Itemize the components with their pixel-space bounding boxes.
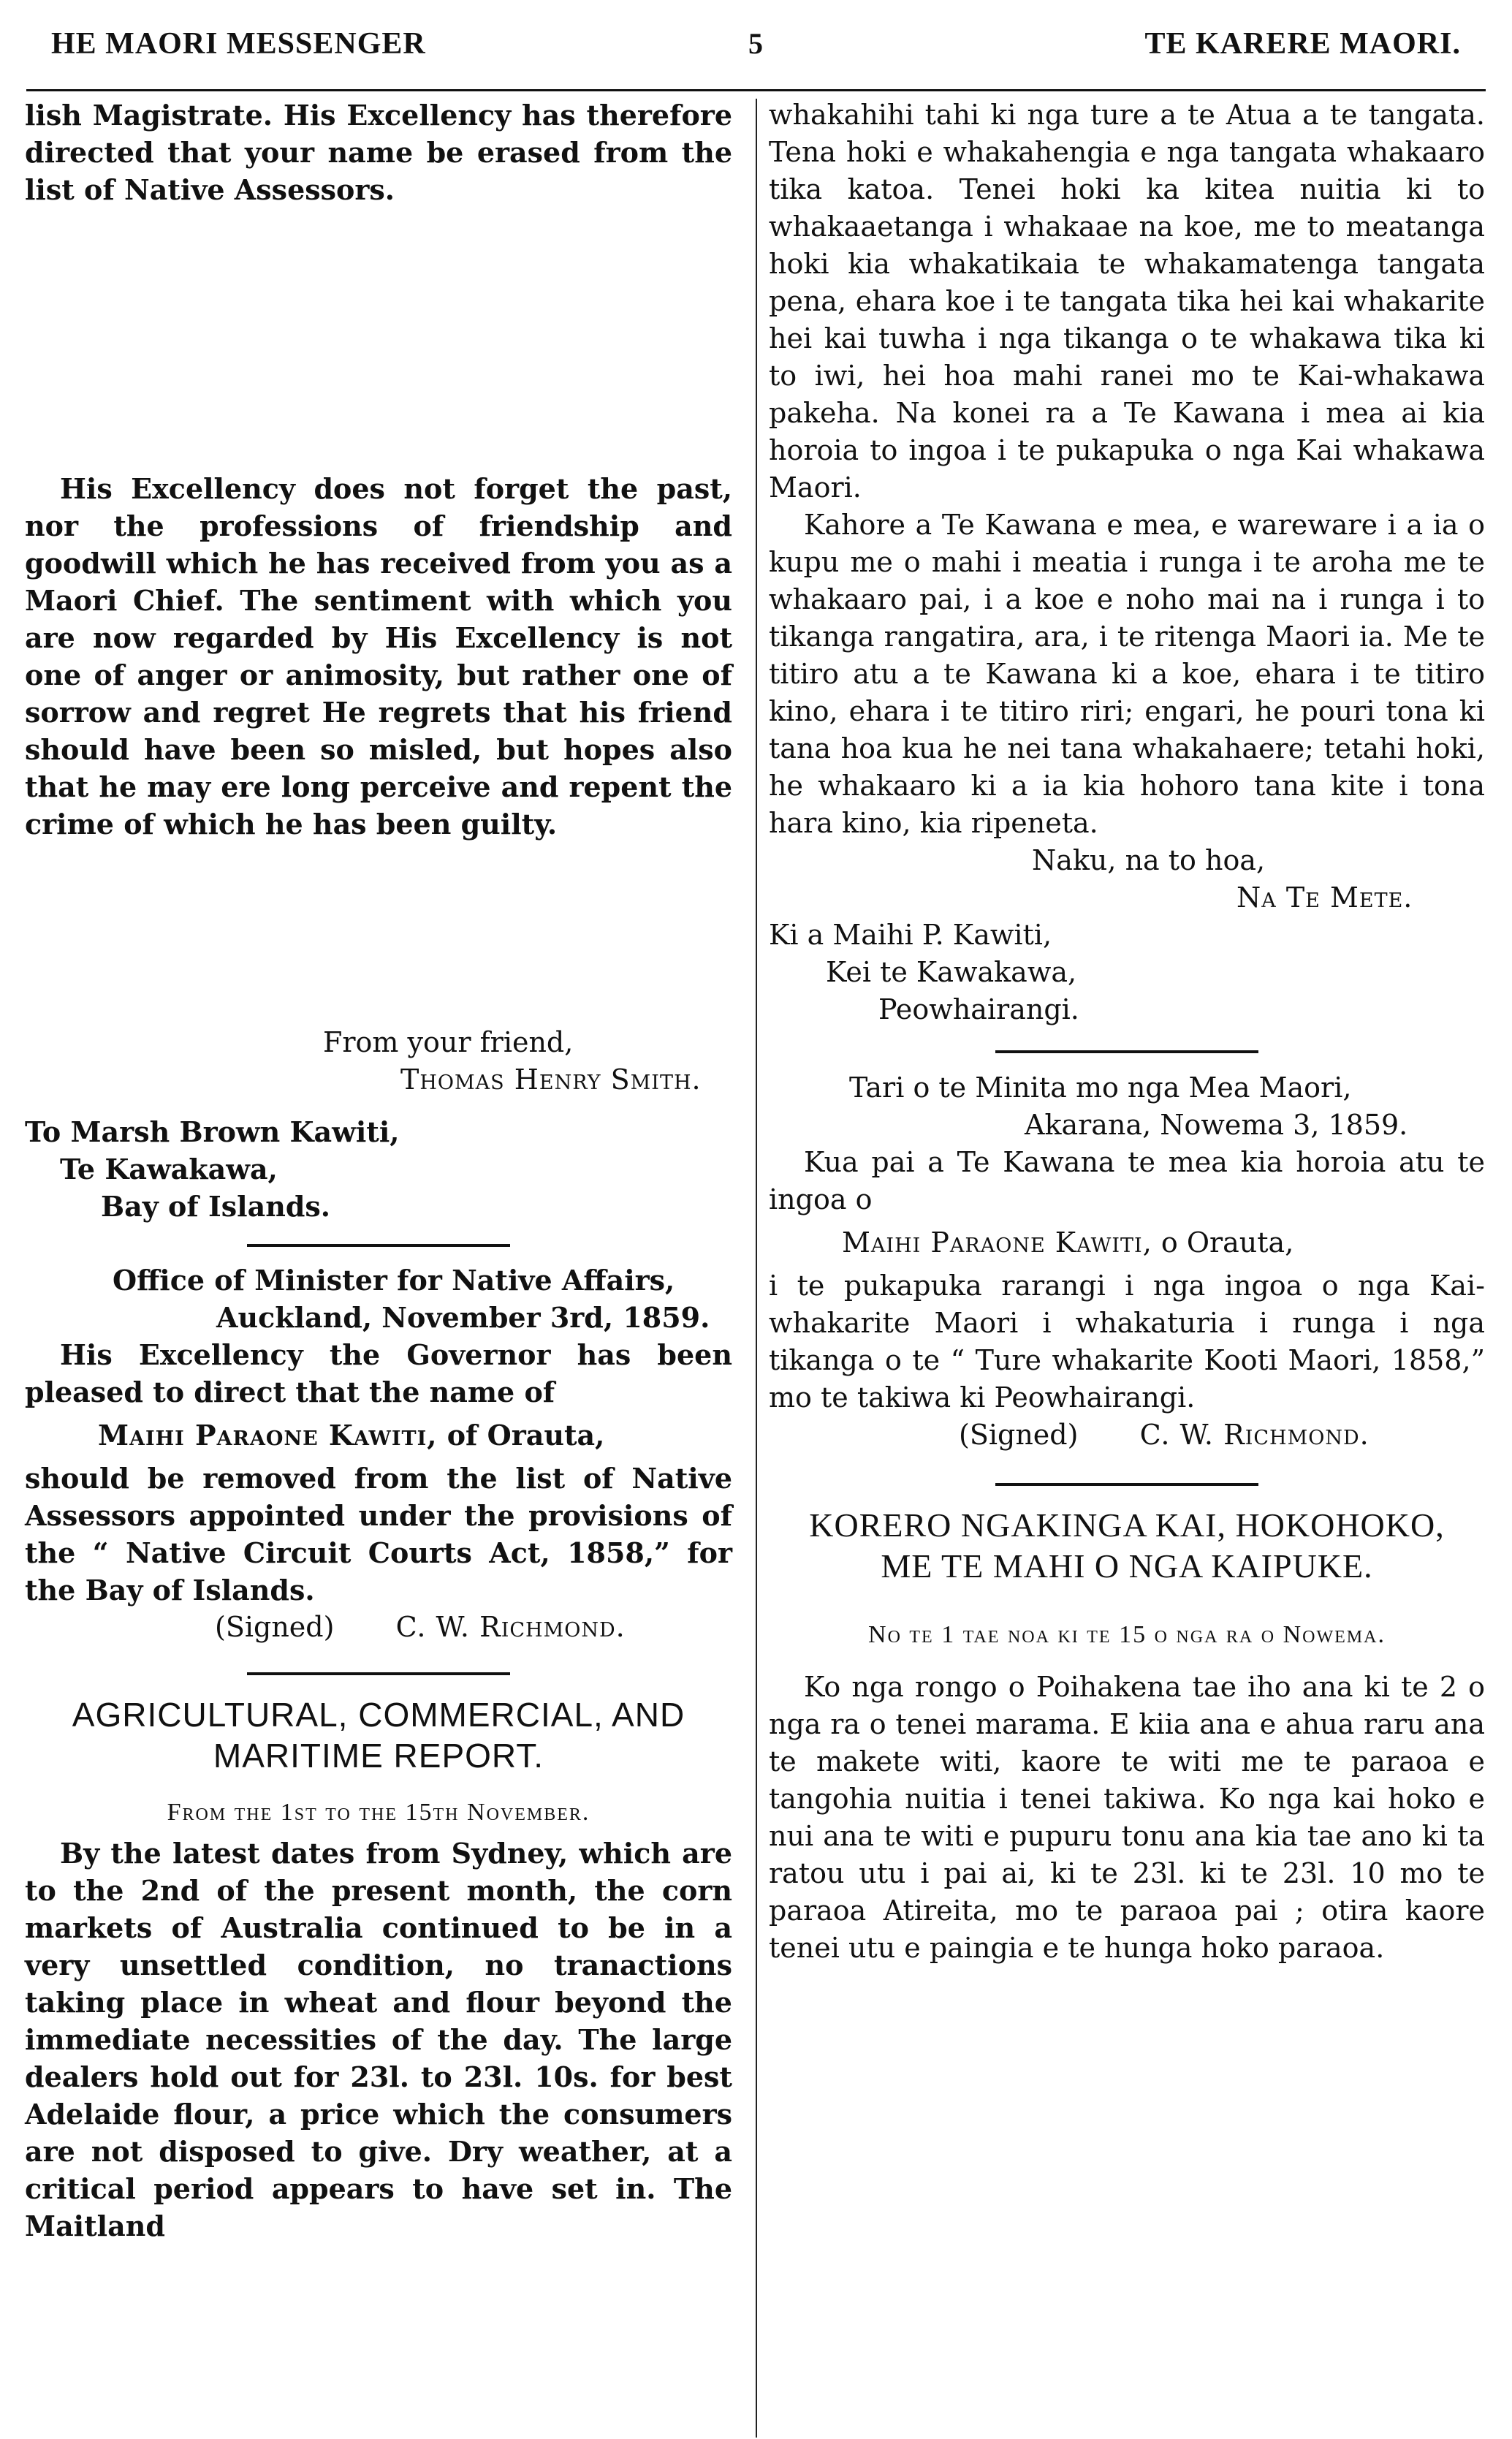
letter-closing: From your friend, — [323, 1026, 574, 1058]
signed-label: (Signed) — [959, 1419, 1079, 1451]
report-subtitle: No te 1 tae noa ki te 15 o nga ra o Nowema. — [868, 1621, 1386, 1648]
letter-signature: Thomas Henry Smith. — [400, 1063, 702, 1096]
english-column — [25, 96, 732, 2245]
letter-paragraph: His Excellency does not forget the past, nor the professions of friendship and goodwill which he has received from you as a Maori Chief. The sentiment with which you are now regarded by His Excellency is not one of anger or animosity, but rather one of sorrow and regret He regrets that his friend should have been so misled, but hopes also that he may ere long perceive and repent the crime of which he has been guilty. — [25, 472, 732, 841]
addressee-line: Bay of Islands. — [101, 1190, 331, 1223]
signed-label: (Signed) — [215, 1611, 335, 1643]
addressee-line: To Marsh Brown Kawiti, — [25, 1115, 400, 1148]
notice-office: Office of Minister for Native Affairs, — [113, 1264, 675, 1297]
report-body: Ko nga rongo o Poihakena tae iho ana ki te 2 o nga ra o tenei marama. E kiia ana e ahua raru ana te makete witi, kaore te witi me te paraoa e tangohia nuitia i tenei takiwa. Ko nga kai hoko e nui ana te witi e pupuru tonu ana kia tae ano ki ta ratou utu i pai ai, ki te 23l. ki te 23l. 10 mo te paraoa Atireita, mo te paraoa pai ; otira kaore tenei utu e paingia e te hunga hoko paraoa. — [769, 1671, 1485, 1964]
report-title-line1: AGRICULTURAL, COMMERCIAL, AND — [72, 1696, 685, 1734]
report-title-line2: MARITIME REPORT. — [213, 1737, 544, 1775]
addressee-line: Ki a Maihi P. Kawiti, — [769, 919, 1052, 951]
column-divider — [756, 99, 757, 2438]
letter-paragraph: Kahore a Te Kawana e mea, e wareware i a ia o kupu me o mahi i meatia i runga i te aroha me te whakaaro pai, i a koe e noho mai na i runga i to tikanga rangatira, ara, i te ritenga Maori ia. Me te titiro atu a te Kawana ki a koe, ehara i te titiro kino, ehara i te titiro riri; engari, he pouri tona ki tana hoa kua he nei tana whakahaere; tetahi hoki, he whakaaro ki a ia kia hohoro tana kite i tona hara kino, kia ripeneta. — [769, 509, 1485, 839]
header-rule — [26, 89, 1486, 91]
notice-signed-line — [25, 1609, 732, 1646]
addressee-line: Kei te Kawakawa, — [826, 956, 1077, 988]
report-title-line2: ME TE MAHI O NGA KAIPUKE. — [881, 1547, 1373, 1585]
notice-place: o Orauta, — [1152, 1226, 1294, 1259]
notice-name-line — [25, 1416, 732, 1454]
letter-closing: Naku, na to hoa, — [1032, 844, 1266, 876]
page-header — [0, 26, 1512, 70]
addressee-line: Te Kawakawa, — [60, 1153, 278, 1186]
notice-office: Tari o te Minita mo nga Mea Maori, — [849, 1071, 1352, 1104]
notice-signed-line — [769, 1416, 1485, 1454]
addressee-line: Peowhairangi. — [878, 993, 1079, 1025]
letter-continuation: lish Magistrate. His Excellency has therefore directed that your name be erased from the list of Native Assessors. — [25, 99, 732, 206]
notice-body: i te pukapuka rarangi i nga ingoa o nga Kai-whakarite Maori i whakaturia i runga i nga tikanga o te “ Ture whakarite Kooti Maori, 1858,” mo te takiwa ki Peowhairangi. — [769, 1270, 1485, 1414]
letter-signature: Na Te Mete. — [1236, 881, 1413, 914]
notice-date: Akarana, Nowema 3, 1859. — [1025, 1109, 1408, 1141]
report-body: By the latest dates from Sydney, which are to the 2nd of the present month, the corn markets of Australia continued to be in a very unsettled condition, no tranactions taking place in wheat and flour beyond the immediate necessities of the day. The large dealers hold out for 23l. to 23l. 10s. for best Adelaide flour, a price which the consumers are not disposed to give. Dry weather, at a critical period appears to have set in. The Maitland — [25, 1837, 732, 2242]
notice-signer: C. W. Richmond. — [1139, 1419, 1369, 1451]
notice-place: of Orauta, — [437, 1419, 605, 1452]
report-subtitle: From the 1st to the 15th November. — [167, 1799, 590, 1826]
notice-lead: Kua pai a Te Kawana te mea kia horoia atu te ingoa o — [769, 1146, 1485, 1215]
notice-body: should be removed from the list of Native Assessors appointed under the provisions of the “ Native Circuit Courts Act, 1858,” for the Bay of Islands. — [25, 1462, 732, 1607]
page-number: 5 — [748, 27, 764, 60]
notice-person-name: Maihi Paraone Kawiti, — [842, 1226, 1152, 1259]
notice-signer: C. W. Richmond. — [395, 1611, 626, 1643]
header-maori-title: TE KARERE MAORI. — [1144, 27, 1461, 61]
maori-column — [769, 96, 1485, 1967]
notice-person-name: Maihi Paraone Kawiti, — [98, 1419, 438, 1452]
report-title-line1: KORERO NGAKINGA KAI, HOKOHOKO, — [809, 1506, 1445, 1544]
notice-lead: His Excellency the Governor has been pleased to direct that the name of — [25, 1338, 732, 1408]
notice-date: Auckland, November 3rd, 1859. — [216, 1301, 710, 1334]
letter-continuation: whakahihi tahi ki nga ture a te Atua a te tangata. Tena hoki e whakahengia e nga tangata whakaaro tika katoa. Tenei hoki ka kitea nuitia ki to whakaaetanga i whakaae na koe, me to meatanga hoki kia whakatikaia te whakamatenga tangata pena, ehara koe i te tangata tika hei kai whakarite hei kai tuwha i nga tikanga o te whakawa tika ki to iwi, hei hoa mahi ranei mo te Kai-whakawa pakeha. Na konei ra a Te Kawana i mea ai kia horoia to ingoa i te pukapuka o nga Kai whakawa Maori. — [769, 99, 1485, 504]
header-english-title: HE MAORI MESSENGER — [51, 27, 426, 61]
notice-name-line — [769, 1224, 1485, 1262]
